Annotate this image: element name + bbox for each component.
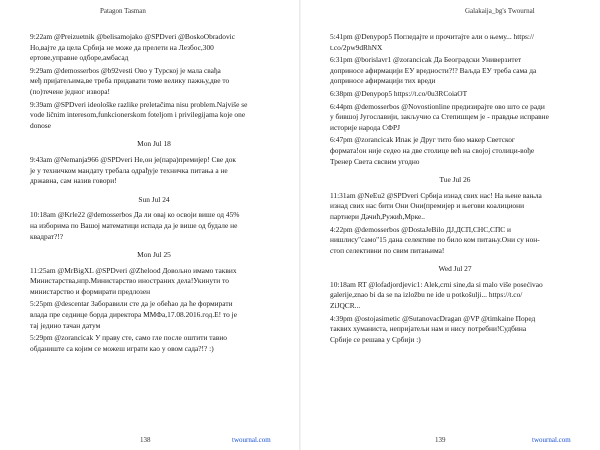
tweet-line: vode ličnim interesom,funkcionerskom foteljom i privilegijama koje one — [30, 110, 246, 120]
tweet-entry — [330, 89, 580, 100]
tweet-line: 4:22pm @demosserbos @DostaJeBilo ДЈ,ДСП,СНС,СПС и — [330, 224, 512, 234]
left-running-head: Patagon Tasman — [100, 7, 146, 15]
date-heading: Sun Jul 24 — [138, 194, 170, 204]
tweet-line: тај једино тачан датум — [30, 320, 101, 330]
tweet-entry — [30, 266, 278, 298]
tweet-line: историје народа СФРЈ — [330, 122, 400, 132]
tweet-line: у бившој Југославији, закључио са Степишцем је - правдње исправне — [330, 112, 549, 122]
tweet-line: 5:29pm @zorancicak У праву сте, само гле после оштити тавио — [30, 333, 227, 343]
tweet-line: 5:41pm @Denypop5 Погледајте и прочитајте али о њему... https:// — [330, 32, 535, 41]
tweet-line: 9:39am @SPDveri ideološke razlike preletačima nisu problem.Najviše se — [30, 99, 248, 109]
tweet-line: 10:18am RT @lofadjordjevic1: Alek,crni sine,da si malo više posećivao — [330, 279, 543, 289]
tweet-line: Тренер Света свсвим угодно — [330, 156, 420, 166]
tweet-line: ертове,управне одборе,амбасад — [30, 53, 129, 63]
date-heading: Wed Jul 27 — [438, 264, 472, 274]
tweet-entry — [330, 191, 580, 223]
tweet-line: 6:44pm @demosserbos @Novostionline предизирајте ово што се ради — [330, 101, 545, 111]
right-page — [300, 0, 600, 450]
tweet-line: t.co/2pw9dRhNX — [330, 42, 383, 52]
tweet-line: таквих хуманиста, непријатељи нам и нису потребни!Судбина — [330, 324, 527, 334]
date-heading: Mon Jul 18 — [137, 139, 171, 149]
tweet-entry — [30, 66, 278, 98]
tweet-line: 11:31am @NeEu2 @SPDveri Србија изнад свих нас! На њене вањла — [330, 190, 542, 200]
tweet-entry — [30, 100, 278, 132]
tweet-line: државна, сам назив говори! — [30, 176, 117, 186]
tweet-line: формата!он није седео на две столице већ на својој столици-вођe — [330, 145, 535, 155]
tweet-line: обданиште са којим се можеш играти као у овом сада?!? :) — [30, 343, 214, 353]
tweet-line: доприносе афирмацији ЕУ вредности?!? Ваљда ЕУ треба сама да — [330, 65, 537, 75]
tweet-line: на изборима по Вашој математици испада да је више од будале не — [30, 220, 238, 230]
tweet-line: доприносе афирмацији тих вреди — [330, 76, 436, 86]
tweet-line: међ пријатељима,ве треба придавати томе велику пажњу,две то — [30, 76, 230, 86]
tweet-entry — [330, 102, 580, 134]
tweet-entry — [330, 280, 580, 312]
tweet-line: је у техничком мандату требала одрађује техничка питања а не — [30, 165, 228, 175]
tweet-entry — [330, 225, 580, 257]
tweet-line: квадрат?!? — [30, 231, 64, 241]
tweet-line: 10:18am @Krle22 @demosserbos Да ли овај ко освоји више од 45% — [30, 210, 240, 220]
page-number: 139 — [435, 436, 446, 444]
tweet-line: 6:31pm @borislavr1 @zorancicak Да Београдски Универзитет — [330, 55, 522, 65]
tweet-line: изнад свих нас бити Они Они(премијер и његови коалициони — [330, 201, 525, 211]
tweet-line: donose — [30, 120, 51, 130]
tweet-line: galerije,znao bi da se na izložbu ne ide u potkošulji... https://t.co/ — [330, 290, 523, 300]
site-link[interactable]: twournal.com — [532, 436, 571, 444]
tweet-entry — [30, 210, 278, 242]
tweet-entry — [30, 333, 278, 354]
tweet-line: Србије се решава у Србији :) — [330, 334, 421, 344]
left-page-body — [30, 32, 278, 356]
tweet-line: министарство и формирати предлозен — [30, 286, 151, 296]
tweet-entry — [330, 55, 580, 87]
tweet-line: Министарства,нпр.Министарство иностраних дела!Укинути то — [30, 276, 229, 286]
tweet-line: 4:39pm @ostojasimetic @SutanovacDragan @VP @timkaine Поред — [330, 313, 536, 323]
date-heading: Mon Jul 25 — [137, 250, 171, 260]
tweet-entry — [330, 314, 580, 346]
tweet-line: (по)течене једног извора! — [30, 86, 110, 96]
tweet-line: нишлису"само"15 дана селективе по било ком питању.Они су нон- — [330, 235, 540, 245]
tweet-line: 9:22am @Preizuetnik @belisamojako @SPDveri @BoskoObradovic — [30, 32, 235, 41]
tweet-line: 9:29am @demosserbos @b92vesti Ово у Турској је мала свађа — [30, 65, 221, 75]
date-heading: Tue Jul 26 — [439, 175, 471, 185]
tweet-entry — [330, 135, 580, 167]
tweet-line: 11:25am @MrBigXL @SPDveri @Zhelood Довољно имамо таквих — [30, 265, 237, 275]
right-page-body — [330, 32, 580, 347]
tweet-entry — [330, 32, 580, 53]
site-link[interactable]: twournal.com — [232, 436, 271, 444]
page-number: 138 — [140, 436, 151, 444]
tweet-line: стоп селективни по свим питањима! — [330, 245, 445, 255]
tweet-line: Ho,ваjте да цела Србија не може да прелети на Лезбос,300 — [30, 42, 214, 52]
right-running-head: Galakaija_bg's Twournal — [465, 7, 535, 15]
tweet-line: 5:25pm @descentar Заборавили сте да је обећао да ће формирати — [30, 299, 233, 309]
tweet-line: влада пре седнице борда директора ММФа,17.08.2016.год.Е! то је — [30, 310, 237, 320]
tweet-line: 9:43am @Nemanja966 @SPDveri Hе,он је(пара)премијер! Све док — [30, 154, 237, 164]
tweet-line: 6:38pm @Denypop5 https://t.co/0u3RCoiaOT — [330, 88, 468, 98]
tweet-line: 6:47pm @zorancicak Ипак је Друг тито био макер Светског — [330, 135, 515, 145]
tweet-entry — [30, 299, 278, 331]
tweet-line: партнери Дачић,Ружић,Мрке.. — [330, 211, 425, 221]
tweet-entry — [30, 32, 278, 64]
tweet-entry — [30, 155, 278, 187]
tweet-line: ZiJQCR... — [330, 301, 361, 311]
